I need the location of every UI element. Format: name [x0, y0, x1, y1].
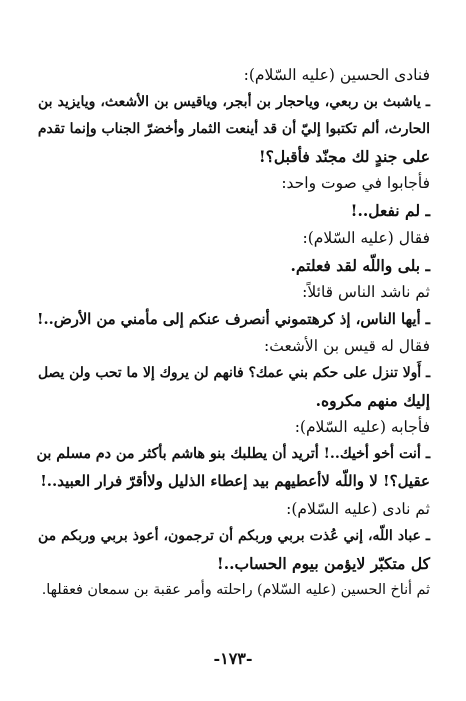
text-line: ـ أيها الناس، إذ كرهتموني أنصرف عنكم إلى مأمني من الأرض..!: [37, 310, 430, 328]
text-line: فقال (عليه السّلام):: [302, 228, 430, 247]
text-line: ثم نادى (عليه السّلام):: [286, 499, 430, 518]
text-line: ـ ياشبث بن ربعي، وياحجار بن أبجر، وياقيس بن الأشعث، ويايزيد بن: [38, 94, 430, 111]
page-text-body: [38, 62, 430, 604]
text-line: فأجابه (عليه السّلام):: [294, 418, 430, 437]
text-line: على جندٍ لك مجنّد فأقبل؟!: [258, 147, 430, 167]
text-line: ـ عباد اللّه، إني عُذت بربي وربكم أن ترجمون، أعوذ بربي وربكم من: [38, 527, 430, 544]
page-number: -١٧٣-: [213, 649, 253, 668]
text-line: ـ لم نفعل..!: [350, 201, 430, 221]
text-line: الحارث، ألم تكتبوا إليّ أن قد أينعت الثمار وأخضرّ الجناب وإنما تقدم: [37, 121, 430, 138]
text-line: ـ أَولا تنزل على حكم بني عمك؟ فانهم لن يروك إلا ما تحب ولن يصل: [38, 365, 430, 382]
text-line: فأجابوا في صوت واحد:: [281, 174, 430, 193]
text-line: ثم أناخ الحسين (عليه السّلام) راحلته وأمر عقبة بن سمعان فعقلها.: [41, 581, 430, 598]
text-line: ثم ناشد الناس قائلاً:: [302, 282, 430, 301]
text-line: ـ بلى واللّه لقد فعلتم.: [290, 255, 430, 275]
text-line: كل متكبّر لايؤمن بيوم الحساب..!: [216, 553, 430, 573]
text-line: فقال له قيس بن الأشعث:: [264, 336, 430, 355]
text-line: إليك منهم مكروه.: [315, 391, 430, 411]
text-line: ـ أنت أخو أخيك..! أتريد أن يطلبك بنو هاشم بأكثر من دم مسلم بن: [36, 446, 430, 463]
text-line: فنادى الحسين (عليه السّلام):: [243, 66, 430, 84]
text-line: عقيل؟! لا واللّه لاأعطيهم بيد إعطاء الذليل ولاأقرّ فرار العبيد..!: [40, 472, 430, 491]
